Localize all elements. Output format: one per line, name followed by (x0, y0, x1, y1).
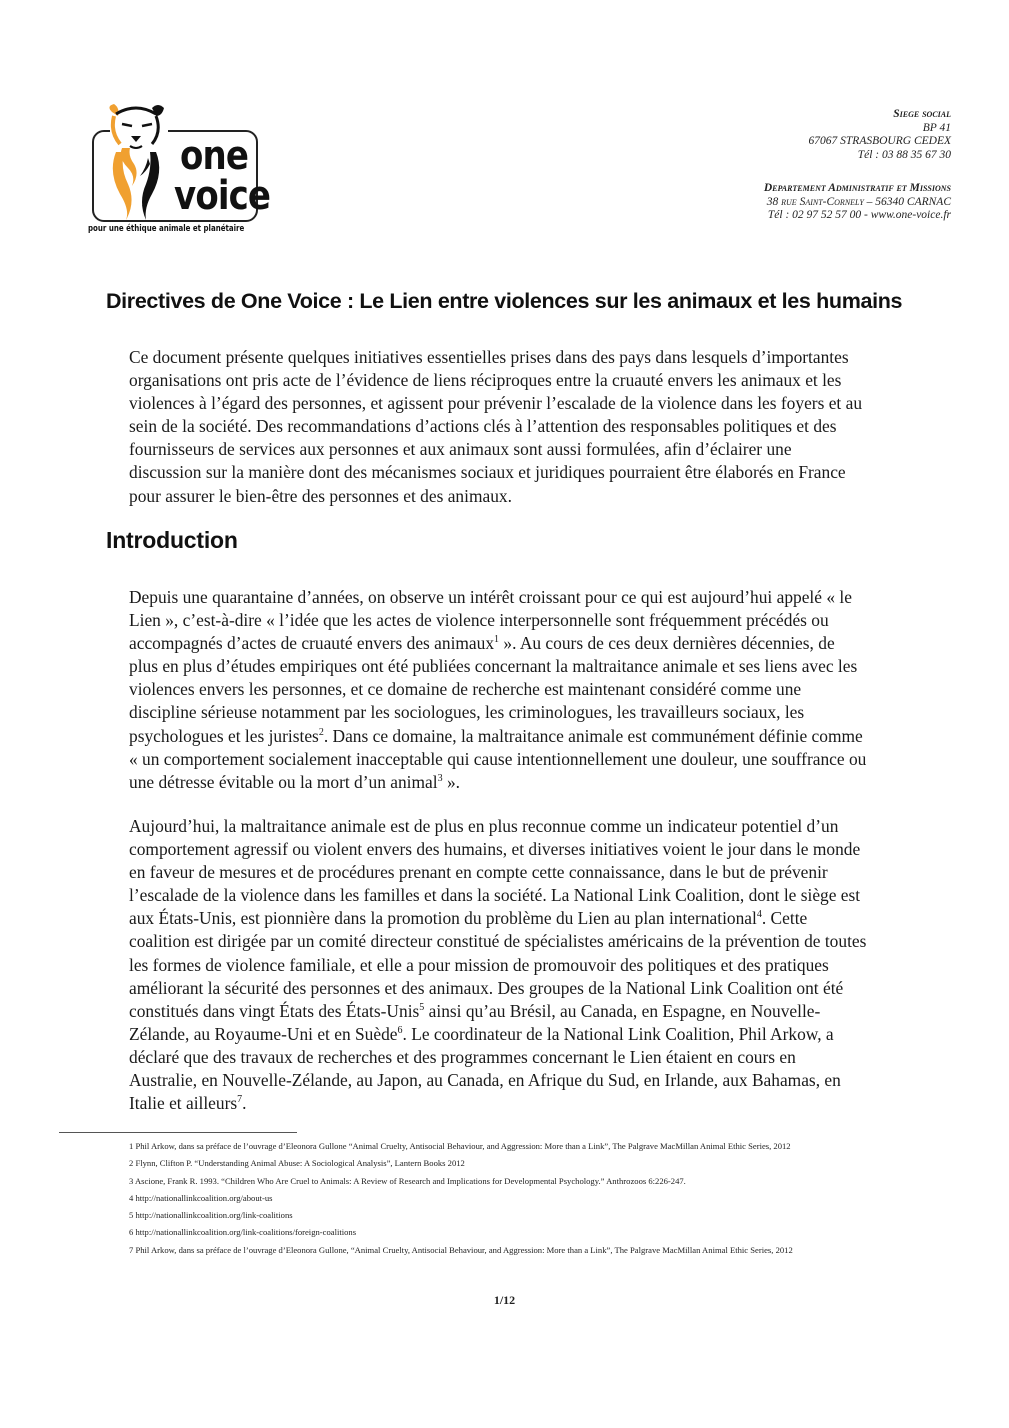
footnote-ref[interactable]: 6 (397, 1024, 403, 1036)
text-line: Lien », c’est-à-dire « l’idée que les actes de violence interpersonnelle sont fréquemment précédés ou (129, 610, 829, 631)
footnote-1: 1 Phil Arkow, dans sa préface de l’ouvrage d’Eleonora Gullone “Animal Cruelty, Antisocial Behaviour, and Aggression: More than a Link”, The Palgrave MacMillan Animal Ethic Series, 2012 (129, 1141, 791, 1151)
footnote-ref[interactable]: 2 (318, 726, 324, 738)
departement-contact: Tél : 02 97 52 57 00 - www.one-voice.fr (767, 209, 951, 221)
text-line: coalition est dirigée par un comité directeur constitué de spécialistes américains de la prévention de toutes (129, 931, 867, 952)
departement-title: Departement Administratif et Missions (763, 182, 951, 194)
text-line: violences à l’égard des personnes, et agissent pour prévenir l’escalade de la violence dans les foyers et au (129, 393, 863, 414)
departement-street: 38 rue Saint-Cornely – 56340 CARNAC (766, 195, 951, 208)
text-line: discipline sérieuse notamment par les sociologues, les criminologues, les travailleurs sociaux, les (129, 702, 805, 723)
footnote-3: 3 Ascione, Frank R. 1993. “Children Who Are Cruel to Animals: A Review of Research and Implications for Developmental Psychology.” Anthrozoos 6:226-247. (129, 1175, 686, 1186)
text-line: Ce document présente quelques initiatives essentielles prises dans des pays dans lesquels d’importantes (129, 347, 849, 367)
text-line: Zélande, au Royaume-Uni et en Suède$^6$. Le coordinateur de la National Link Coalition, Phil Arkow, a (129, 1023, 834, 1044)
footnote-ref[interactable]: 7 (237, 1094, 243, 1106)
text-line: accompagnés d’actes de cruauté envers des animaux$^1$ ». Au cours de ces deux dernières décennies, de (129, 633, 835, 654)
siege-social-address (809, 108, 951, 162)
footnote-ref[interactable]: 1 (494, 634, 500, 646)
logo-word-voice: voice (174, 173, 271, 219)
siege-title: Siege social (893, 108, 951, 120)
document-title: Directives de One Voice : Le Lien entre violences sur les animaux et les humains (106, 289, 903, 313)
text-line: « un comportement socialement inacceptable qui cause intentionnellement une douleur, une souffrance ou (129, 748, 867, 769)
text-line: les formes de violence familiale, et elle a pour mission de promouvoir des politiques et des pratiques (129, 954, 829, 975)
footnote-5[interactable]: 5 http://nationallinkcoalition.org/link-coalitions (129, 1210, 293, 1221)
text-line: Italie et ailleurs$^7$. (129, 1093, 247, 1114)
footnote-separator (59, 1132, 297, 1133)
text-line: déclaré que des travaux de recherches et des programmes concernant le Lien étaient en cours en (129, 1046, 796, 1067)
introduction-paragraph-1 (129, 586, 974, 794)
footnote-2: 2 Flynn, Clifton P. “Understanding Animal Abuse: A Sociological Analysis”, Lantern Books 2012 (129, 1158, 465, 1169)
siege-line: BP 41 (922, 121, 951, 134)
introduction-paragraph-2 (129, 815, 974, 1115)
text-line: psychologues et les juristes$^2$. Dans ce domaine, la maltraitance animale est communément définie comme (129, 725, 863, 746)
footnote-4[interactable]: 4 http://nationallinkcoalition.org/about-us (129, 1192, 273, 1203)
page-number: 1/12 (493, 1293, 516, 1307)
footnote-7: 7 Phil Arkow, dans sa préface de l’ouvrage d’Eleonora Gullone, “Animal Cruelty, Antisocial Behaviour, and Aggression: More than a Link”, The Palgrave MacMillan Animal Ethic Series, 2012 (129, 1244, 793, 1255)
text-line: discussion sur la manière dont des mécanismes sociaux et juridiques pourraient être élaborés en France (129, 462, 846, 483)
text-line: pour assurer le bien-être des personnes et des animaux. (129, 485, 512, 506)
siege-line: 67067 STRASBOURG CEDEX (808, 135, 951, 147)
lion-head-icon (102, 102, 174, 222)
text-line: Depuis une quarantaine d’années, on observe un intérêt croissant pour ce qui est aujourd’hui appelé « le (129, 587, 852, 607)
footnote-ref[interactable]: 4 (756, 909, 762, 921)
text-line: une détresse évitable ou la mort d’un animal$^3$ ». (129, 771, 460, 792)
footnote-ref[interactable]: 5 (419, 1001, 425, 1013)
footnote-ref[interactable]: 3 (437, 772, 443, 784)
text-line: organisations ont pris acte de l’évidence de liens réciproques entre la cruauté envers les animaux et les (129, 370, 842, 391)
siege-phone: Tél : 03 88 35 67 30 (857, 148, 951, 161)
text-line: Australie, en Nouvelle-Zélande, au Japon, au Canada, en Afrique du Sud, en Irlande, aux Bahamas, en (129, 1070, 841, 1091)
text-line: sein de la société. Des recommandations d’actions clés à l’attention des responsables politiques et des (129, 416, 837, 437)
text-line: aux États-Unis, est pionnière dans la promotion du problème du Lien au plan international$^4$. Cette (129, 908, 808, 929)
text-line: constitués dans vingt États des États-Unis$^5$ ainsi qu’au Brésil, au Canada, en Espagne, en Nouvelle- (129, 1000, 821, 1021)
footnote-6[interactable]: 6 http://nationallinkcoalition.org/link-coalitions/foreign-coalitions (129, 1227, 357, 1238)
text-line: violences envers les personnes, et ce domaine de recherche est maintenant considéré comme une (129, 679, 802, 700)
text-line: l’escalade de la violence dans les familles et dans la société. La National Link Coalition, dont le siège est (129, 885, 861, 906)
departement-address (764, 182, 951, 223)
text-line: fournisseurs de services aux personnes et aux animaux sont aussi formulées, afin d’éclairer une (129, 439, 792, 460)
logo-word-one: one (180, 133, 249, 179)
abstract-paragraph (129, 346, 974, 508)
one-voice-logo (88, 100, 271, 240)
text-line: améliorant la sécurité des personnes et des animaux. Des groupes de la National Link Coalition ont été (129, 977, 844, 998)
text-line: plus en plus d’études empiriques ont été publiées concernant la maltraitance animale et ses liens avec les (129, 656, 858, 677)
section-heading-introduction: Introduction (106, 527, 238, 553)
text-line: comportement agressif ou violent envers des humains, et diverses initiatives voient le jour dans le monde (129, 839, 861, 860)
logo-tagline: pour une éthique animale et planétaire (88, 224, 245, 234)
text-line: en faveur de mesures et de procédures prenant en compte cette connaissance, dans le but de prévenir (129, 862, 828, 883)
footnotes (129, 1138, 793, 1259)
text-line: Aujourd’hui, la maltraitance animale est de plus en plus reconnue comme un indicateur potentiel d’un (129, 816, 839, 836)
